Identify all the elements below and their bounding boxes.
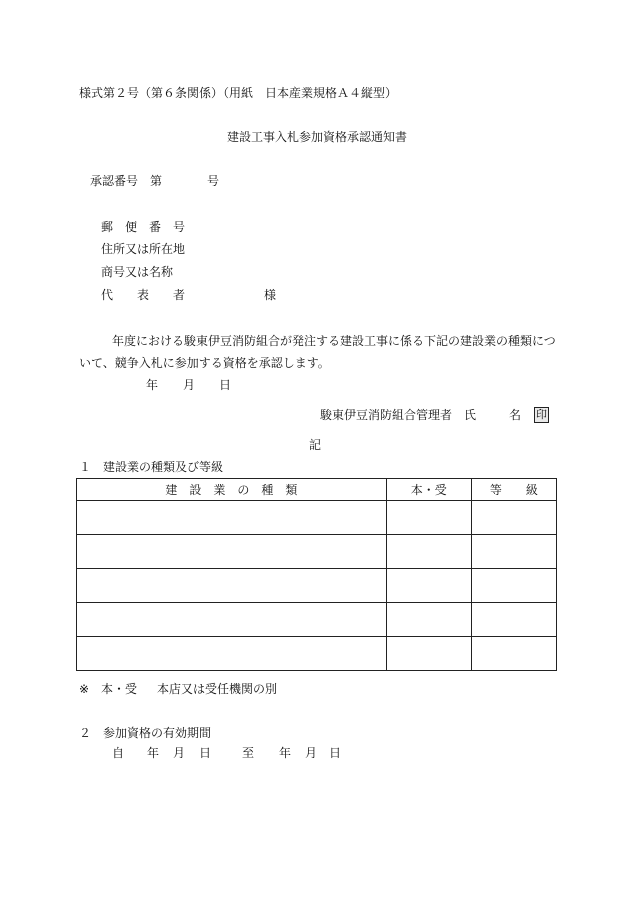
body-line-2: いて、競争入札に参加する資格を承認します。	[79, 356, 330, 370]
cell-type	[77, 535, 387, 569]
trade-name-label: 商号又は名称	[101, 265, 174, 279]
cell-type	[77, 603, 387, 637]
approval-number-label: 承認番号 第	[90, 174, 163, 188]
period-from-day: 日	[199, 746, 212, 760]
approval-number-suffix: 号	[207, 174, 220, 188]
date-year: 年	[146, 378, 159, 392]
period-from-month: 月	[173, 746, 186, 760]
note-term: 本・受	[101, 682, 138, 696]
honorific: 様	[264, 288, 277, 302]
form-header: 様式第２号（第６条関係）（用紙 日本産業規格Ａ４縦型）	[79, 86, 398, 100]
date-month: 月	[183, 378, 196, 392]
cell-branch	[386, 637, 471, 671]
note-text: 本店又は受任機関の別	[157, 682, 278, 696]
issuer-title: 駿東伊豆消防組合管理者 氏	[320, 408, 477, 422]
cell-branch	[386, 603, 471, 637]
column-header-branch: 本・受	[386, 479, 471, 501]
cell-branch	[386, 569, 471, 603]
cell-branch	[386, 535, 471, 569]
date-day: 日	[219, 378, 232, 392]
period-to-month: 月	[305, 746, 318, 760]
period-from: 自	[112, 746, 125, 760]
period-to-year: 年	[279, 746, 292, 760]
column-header-type: 建 設 業 の 種 類	[77, 479, 387, 501]
cell-grade	[471, 603, 556, 637]
table-row	[77, 603, 557, 637]
period-to-day: 日	[329, 746, 342, 760]
table-header-row	[77, 479, 557, 501]
ki-marker: 記	[309, 438, 322, 452]
cell-grade	[471, 637, 556, 671]
cell-type	[77, 637, 387, 671]
period-from-year: 年	[147, 746, 160, 760]
period-to: 至	[242, 746, 255, 760]
column-header-grade: 等 級	[471, 479, 556, 501]
document-title: 建設工事入札参加資格承認通知書	[227, 130, 408, 144]
note-mark: ※	[79, 682, 90, 696]
table-row	[77, 501, 557, 535]
section1-heading: １ 建設業の種類及び等級	[79, 460, 224, 474]
postal-code-label: 郵 便 番 号	[101, 220, 186, 234]
issuer-name-label: 名	[509, 408, 522, 422]
table-row	[77, 637, 557, 671]
cell-grade	[471, 535, 556, 569]
representative-label: 代 表 者	[101, 288, 186, 302]
address-label: 住所又は所在地	[101, 242, 186, 256]
section2-heading: ２ 参加資格の有効期間	[79, 726, 212, 740]
cell-grade	[471, 501, 556, 535]
cell-type	[77, 569, 387, 603]
cell-branch	[386, 501, 471, 535]
table-row	[77, 535, 557, 569]
table-row	[77, 569, 557, 603]
cell-type	[77, 501, 387, 535]
seal-mark: 印	[536, 408, 547, 421]
grade-table	[76, 478, 557, 671]
cell-grade	[471, 569, 556, 603]
body-line-1: 年度における駿東伊豆消防組合が発注する建設工事に係る下記の建設業の種類につ	[112, 334, 556, 348]
